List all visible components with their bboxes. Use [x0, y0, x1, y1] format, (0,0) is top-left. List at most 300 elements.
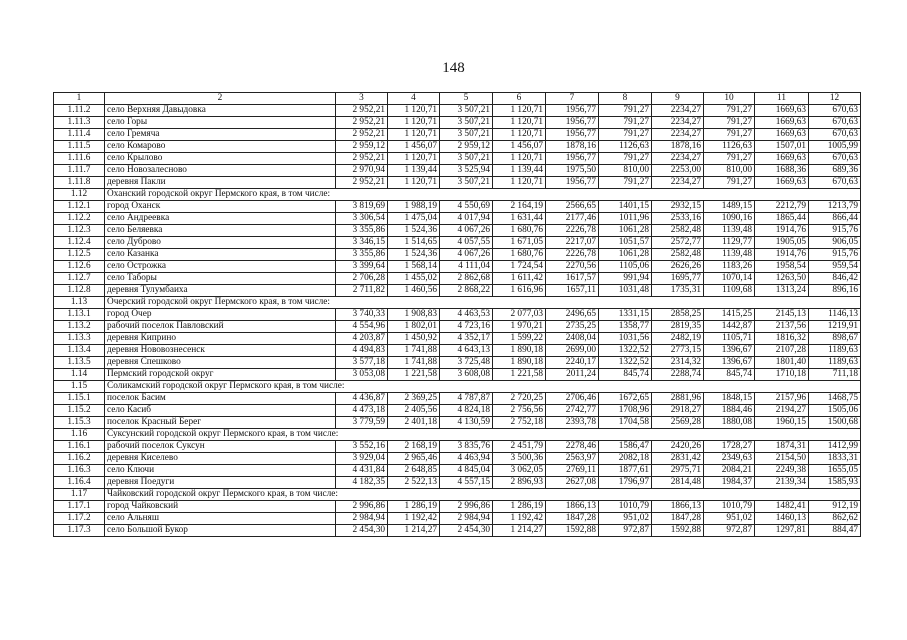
value-cell: 4 554,96	[336, 321, 388, 333]
value-cell: 791,27	[599, 129, 652, 141]
value-cell: 3 740,33	[336, 309, 388, 321]
value-cell: 2 401,18	[388, 417, 440, 429]
value-cell: 2 648,85	[388, 465, 440, 477]
row-code: 1.13.2	[54, 321, 105, 333]
row-code: 1.17.2	[54, 513, 105, 525]
value-cell: 2 711,82	[336, 285, 388, 297]
value-cell: 1 514,65	[388, 237, 440, 249]
section-title: Суксунский городской округ Пермского края, в том числе:	[105, 429, 861, 441]
value-cell: 1672,65	[599, 393, 652, 405]
value-cell: 670,63	[809, 129, 861, 141]
value-cell: 4 436,87	[336, 393, 388, 405]
value-cell: 2270,56	[546, 261, 599, 273]
value-cell: 2145,13	[755, 309, 809, 321]
value-cell: 1 631,44	[493, 213, 546, 225]
settlement-name: поселок Красный Берег	[105, 417, 336, 429]
table-row	[54, 465, 861, 477]
settlement-name: село Ключи	[105, 465, 336, 477]
value-cell: 1507,01	[755, 141, 809, 153]
value-cell: 915,76	[809, 249, 861, 261]
table-row	[54, 261, 861, 273]
value-cell: 2194,27	[755, 405, 809, 417]
section-title: Соликамский городской округ Пермского края, в том числе:	[105, 381, 861, 393]
row-code: 1.13.4	[54, 345, 105, 357]
settlement-name: село Андреевка	[105, 213, 336, 225]
table-row	[54, 105, 861, 117]
value-cell: 3 819,69	[336, 201, 388, 213]
value-cell: 4 787,87	[440, 393, 493, 405]
row-code: 1.13.1	[54, 309, 105, 321]
value-cell: 2 952,21	[336, 117, 388, 129]
value-cell: 906,05	[809, 237, 861, 249]
value-cell: 3 507,21	[440, 153, 493, 165]
value-cell: 4 463,53	[440, 309, 493, 321]
value-cell: 3 929,04	[336, 453, 388, 465]
row-code: 1.12.4	[54, 237, 105, 249]
table-row	[54, 309, 861, 321]
settlement-name: деревня Тулумбаиха	[105, 285, 336, 297]
value-cell: 810,00	[599, 165, 652, 177]
value-cell: 2 952,21	[336, 177, 388, 189]
row-code: 1.12.5	[54, 249, 105, 261]
value-cell: 2819,35	[652, 321, 704, 333]
value-cell: 1031,56	[599, 333, 652, 345]
value-cell: 2217,07	[546, 237, 599, 249]
value-cell: 2 752,18	[493, 417, 546, 429]
header-cell: 8	[599, 93, 652, 105]
value-cell: 1956,77	[546, 153, 599, 165]
settlement-name: село Гремяча	[105, 129, 336, 141]
value-cell: 1866,13	[652, 501, 704, 513]
value-cell: 791,27	[599, 105, 652, 117]
value-cell: 1 120,71	[388, 129, 440, 141]
table-row	[54, 201, 861, 213]
header-cell: 2	[105, 93, 336, 105]
value-cell: 2 369,25	[388, 393, 440, 405]
table-row	[54, 345, 861, 357]
value-cell: 4 431,84	[336, 465, 388, 477]
table-row	[54, 213, 861, 225]
table-row	[54, 441, 861, 453]
value-cell: 2932,15	[652, 201, 704, 213]
value-cell: 1 456,07	[493, 141, 546, 153]
value-cell: 1126,63	[704, 141, 755, 153]
value-cell: 2706,46	[546, 393, 599, 405]
value-cell: 2482,19	[652, 333, 704, 345]
value-cell: 1051,57	[599, 237, 652, 249]
value-cell: 2084,21	[704, 465, 755, 477]
section-code: 1.12	[54, 189, 105, 201]
table-row	[54, 285, 861, 297]
table-row	[54, 153, 861, 165]
value-cell: 959,54	[809, 261, 861, 273]
value-cell: 2 168,19	[388, 441, 440, 453]
value-cell: 3 507,21	[440, 105, 493, 117]
value-cell: 1956,77	[546, 117, 599, 129]
value-cell: 1322,52	[599, 345, 652, 357]
value-cell: 2496,65	[546, 309, 599, 321]
value-cell: 884,47	[809, 525, 861, 537]
value-cell: 1331,15	[599, 309, 652, 321]
value-cell: 1586,47	[599, 441, 652, 453]
section-code: 1.15	[54, 381, 105, 393]
value-cell: 1401,15	[599, 201, 652, 213]
value-cell: 4 473,18	[336, 405, 388, 417]
value-cell: 1396,67	[704, 357, 755, 369]
value-cell: 1005,99	[809, 141, 861, 153]
value-cell: 845,74	[599, 369, 652, 381]
value-cell: 1415,25	[704, 309, 755, 321]
value-cell: 1 120,71	[388, 153, 440, 165]
value-cell: 1865,44	[755, 213, 809, 225]
table-row	[54, 177, 861, 189]
value-cell: 1139,48	[704, 225, 755, 237]
value-cell: 1 192,42	[388, 513, 440, 525]
header-cell: 1	[54, 93, 105, 105]
value-cell: 2139,34	[755, 477, 809, 489]
value-cell: 689,36	[809, 165, 861, 177]
value-cell: 1847,28	[546, 513, 599, 525]
value-cell: 2240,17	[546, 357, 599, 369]
settlement-name: деревня Поедуги	[105, 477, 336, 489]
value-cell: 4 203,87	[336, 333, 388, 345]
value-cell: 1669,63	[755, 117, 809, 129]
settlement-name: деревня Киселево	[105, 453, 336, 465]
row-code: 1.14	[54, 369, 105, 381]
value-cell: 3 725,48	[440, 357, 493, 369]
value-cell: 4 463,94	[440, 453, 493, 465]
value-cell: 2 984,94	[440, 513, 493, 525]
value-cell: 4 723,16	[440, 321, 493, 333]
value-cell: 1 120,71	[493, 153, 546, 165]
settlement-name: село Острожка	[105, 261, 336, 273]
value-cell: 2533,16	[652, 213, 704, 225]
value-cell: 791,27	[599, 177, 652, 189]
value-cell: 4 067,26	[440, 249, 493, 261]
value-cell: 1728,27	[704, 441, 755, 453]
value-cell: 2735,25	[546, 321, 599, 333]
value-cell: 1146,13	[809, 309, 861, 321]
value-cell: 791,27	[704, 129, 755, 141]
value-cell: 670,63	[809, 177, 861, 189]
header-cell: 12	[809, 93, 861, 105]
value-cell: 1878,16	[652, 141, 704, 153]
value-cell: 791,27	[704, 177, 755, 189]
settlement-name: город Чайковский	[105, 501, 336, 513]
value-cell: 1708,96	[599, 405, 652, 417]
value-cell: 1 120,71	[388, 117, 440, 129]
value-cell: 1460,13	[755, 513, 809, 525]
row-code: 1.11.2	[54, 105, 105, 117]
value-cell: 915,76	[809, 225, 861, 237]
value-cell: 1322,52	[599, 357, 652, 369]
value-cell: 2 970,94	[336, 165, 388, 177]
table-row	[54, 117, 861, 129]
value-cell: 1984,37	[704, 477, 755, 489]
value-cell: 2 077,03	[493, 309, 546, 321]
value-cell: 1139,48	[704, 249, 755, 261]
value-cell: 711,18	[809, 369, 861, 381]
value-cell: 1 139,44	[388, 165, 440, 177]
value-cell: 2 706,28	[336, 273, 388, 285]
settlement-name: деревня Киприно	[105, 333, 336, 345]
value-cell: 1592,88	[652, 525, 704, 537]
value-cell: 1796,97	[599, 477, 652, 489]
value-cell: 1 139,44	[493, 165, 546, 177]
value-cell: 1669,63	[755, 153, 809, 165]
settlement-name: село Горы	[105, 117, 336, 129]
value-cell: 791,27	[599, 117, 652, 129]
value-cell: 4 643,13	[440, 345, 493, 357]
value-cell: 1956,77	[546, 177, 599, 189]
value-cell: 1 616,96	[493, 285, 546, 297]
value-cell: 1 286,19	[493, 501, 546, 513]
value-cell: 3 355,86	[336, 249, 388, 261]
row-code: 1.12.6	[54, 261, 105, 273]
row-code: 1.11.3	[54, 117, 105, 129]
row-code: 1.11.4	[54, 129, 105, 141]
table-row	[54, 141, 861, 153]
section-row	[54, 381, 861, 393]
row-code: 1.15.3	[54, 417, 105, 429]
row-code: 1.11.7	[54, 165, 105, 177]
value-cell: 1090,16	[704, 213, 755, 225]
value-cell: 3 062,05	[493, 465, 546, 477]
value-cell: 1 214,27	[493, 525, 546, 537]
value-cell: 1 524,36	[388, 225, 440, 237]
value-cell: 1874,31	[755, 441, 809, 453]
row-code: 1.16.1	[54, 441, 105, 453]
value-cell: 4 352,17	[440, 333, 493, 345]
section-code: 1.16	[54, 429, 105, 441]
value-cell: 3 779,59	[336, 417, 388, 429]
row-code: 1.15.2	[54, 405, 105, 417]
value-cell: 1468,75	[809, 393, 861, 405]
value-cell: 1 120,71	[493, 177, 546, 189]
value-cell: 2 959,12	[440, 141, 493, 153]
value-cell: 1704,58	[599, 417, 652, 429]
settlement-name: рабочий поселок Суксун	[105, 441, 336, 453]
value-cell: 2 862,68	[440, 273, 493, 285]
value-cell: 1 890,18	[493, 357, 546, 369]
value-cell: 1669,63	[755, 105, 809, 117]
value-cell: 3 507,21	[440, 177, 493, 189]
value-cell: 2 896,93	[493, 477, 546, 489]
row-code: 1.16.2	[54, 453, 105, 465]
value-cell: 2 720,25	[493, 393, 546, 405]
header-cell: 5	[440, 93, 493, 105]
value-cell: 1669,63	[755, 177, 809, 189]
value-cell: 1735,31	[652, 285, 704, 297]
value-cell: 1010,79	[599, 501, 652, 513]
value-cell: 1109,68	[704, 285, 755, 297]
value-cell: 1655,05	[809, 465, 861, 477]
value-cell: 2154,50	[755, 453, 809, 465]
value-cell: 2626,26	[652, 261, 704, 273]
value-cell: 4 845,04	[440, 465, 493, 477]
value-cell: 1592,88	[546, 525, 599, 537]
value-cell: 951,02	[704, 513, 755, 525]
value-cell: 1914,76	[755, 249, 809, 261]
value-cell: 866,44	[809, 213, 861, 225]
value-cell: 2 756,56	[493, 405, 546, 417]
value-cell: 2773,15	[652, 345, 704, 357]
value-cell: 1884,46	[704, 405, 755, 417]
value-cell: 2918,27	[652, 405, 704, 417]
value-cell: 2699,00	[546, 345, 599, 357]
value-cell: 1 120,71	[388, 105, 440, 117]
value-cell: 1 671,05	[493, 237, 546, 249]
value-cell: 1695,77	[652, 273, 704, 285]
row-code: 1.11.6	[54, 153, 105, 165]
value-cell: 2349,63	[704, 453, 755, 465]
value-cell: 2408,04	[546, 333, 599, 345]
value-cell: 1 475,04	[388, 213, 440, 225]
value-cell: 4 494,83	[336, 345, 388, 357]
value-cell: 1189,63	[809, 357, 861, 369]
settlement-name: село Касиб	[105, 405, 336, 417]
value-cell: 1 680,76	[493, 249, 546, 261]
value-cell: 3 507,21	[440, 129, 493, 141]
value-cell: 862,62	[809, 513, 861, 525]
value-cell: 2 996,86	[440, 501, 493, 513]
value-cell: 1213,79	[809, 201, 861, 213]
table-row	[54, 357, 861, 369]
table-row	[54, 249, 861, 261]
table-row	[54, 525, 861, 537]
table-row	[54, 321, 861, 333]
value-cell: 2769,11	[546, 465, 599, 477]
value-cell: 1297,81	[755, 525, 809, 537]
value-cell: 2582,48	[652, 225, 704, 237]
settlement-name: Пермский городской округ	[105, 369, 336, 381]
table-row	[54, 405, 861, 417]
value-cell: 1878,16	[546, 141, 599, 153]
value-cell: 1010,79	[704, 501, 755, 513]
value-cell: 1105,06	[599, 261, 652, 273]
value-cell: 1 192,42	[493, 513, 546, 525]
table-row	[54, 369, 861, 381]
table-row	[54, 165, 861, 177]
value-cell: 2226,78	[546, 249, 599, 261]
value-cell: 2563,97	[546, 453, 599, 465]
value-cell: 4 067,26	[440, 225, 493, 237]
section-row	[54, 429, 861, 441]
header-cell: 10	[704, 93, 755, 105]
value-cell: 1669,63	[755, 129, 809, 141]
value-cell: 2393,78	[546, 417, 599, 429]
value-cell: 2 522,13	[388, 477, 440, 489]
value-cell: 3 835,76	[440, 441, 493, 453]
settlement-name: деревня Нововознесенск	[105, 345, 336, 357]
value-cell: 1 221,58	[493, 369, 546, 381]
value-cell: 1914,76	[755, 225, 809, 237]
settlement-name: село Новозалесново	[105, 165, 336, 177]
value-cell: 1 450,92	[388, 333, 440, 345]
value-cell: 898,67	[809, 333, 861, 345]
table-row	[54, 477, 861, 489]
value-cell: 1500,68	[809, 417, 861, 429]
settlement-name: село Дуброво	[105, 237, 336, 249]
value-cell: 1 908,83	[388, 309, 440, 321]
row-code: 1.13.5	[54, 357, 105, 369]
value-cell: 2 965,46	[388, 453, 440, 465]
value-cell: 791,27	[704, 153, 755, 165]
value-cell: 2011,24	[546, 369, 599, 381]
value-cell: 791,27	[599, 153, 652, 165]
value-cell: 2 454,30	[440, 525, 493, 537]
value-cell: 3 306,54	[336, 213, 388, 225]
row-code: 1.16.4	[54, 477, 105, 489]
value-cell: 2 952,21	[336, 129, 388, 141]
value-cell: 4 550,69	[440, 201, 493, 213]
value-cell: 1585,93	[809, 477, 861, 489]
section-row	[54, 489, 861, 501]
settlement-name: деревня Пакли	[105, 177, 336, 189]
value-cell: 791,27	[704, 105, 755, 117]
value-cell: 1 120,71	[493, 117, 546, 129]
value-cell: 1847,28	[652, 513, 704, 525]
value-cell: 1358,77	[599, 321, 652, 333]
value-cell: 810,00	[704, 165, 755, 177]
value-cell: 1 286,19	[388, 501, 440, 513]
value-cell: 1442,87	[704, 321, 755, 333]
settlement-name: город Очер	[105, 309, 336, 321]
value-cell: 1833,31	[809, 453, 861, 465]
value-cell: 951,02	[599, 513, 652, 525]
value-cell: 972,87	[704, 525, 755, 537]
settlement-name: село Большой Букор	[105, 525, 336, 537]
row-code: 1.17.3	[54, 525, 105, 537]
value-cell: 2566,65	[546, 201, 599, 213]
section-code: 1.17	[54, 489, 105, 501]
settlement-name: село Альняш	[105, 513, 336, 525]
value-cell: 1975,50	[546, 165, 599, 177]
value-cell: 1 120,71	[493, 129, 546, 141]
table-row	[54, 333, 861, 345]
header-cell: 11	[755, 93, 809, 105]
value-cell: 2 405,56	[388, 405, 440, 417]
value-cell: 1 214,27	[388, 525, 440, 537]
settlement-name: село Верхняя Давыдовка	[105, 105, 336, 117]
value-cell: 3 507,21	[440, 117, 493, 129]
value-cell: 2314,32	[652, 357, 704, 369]
value-cell: 1189,63	[809, 345, 861, 357]
value-cell: 1 120,71	[388, 177, 440, 189]
value-cell: 1866,13	[546, 501, 599, 513]
value-cell: 1 890,18	[493, 345, 546, 357]
value-cell: 2420,26	[652, 441, 704, 453]
value-cell: 1 724,54	[493, 261, 546, 273]
value-cell: 2 868,22	[440, 285, 493, 297]
value-cell: 2234,27	[652, 129, 704, 141]
header-cell: 9	[652, 93, 704, 105]
value-cell: 2 984,94	[336, 513, 388, 525]
row-code: 1.12.3	[54, 225, 105, 237]
value-cell: 1061,28	[599, 249, 652, 261]
value-cell: 2082,18	[599, 453, 652, 465]
value-cell: 2831,42	[652, 453, 704, 465]
settlement-name: город Оханск	[105, 201, 336, 213]
section-title: Чайковский городской округ Пермского края, в том числе:	[105, 489, 861, 501]
value-cell: 2975,71	[652, 465, 704, 477]
value-cell: 1219,91	[809, 321, 861, 333]
value-cell: 1617,57	[546, 273, 599, 285]
value-cell: 1801,40	[755, 357, 809, 369]
value-cell: 1129,77	[704, 237, 755, 249]
value-cell: 1 741,88	[388, 357, 440, 369]
settlement-name: село Беляевка	[105, 225, 336, 237]
